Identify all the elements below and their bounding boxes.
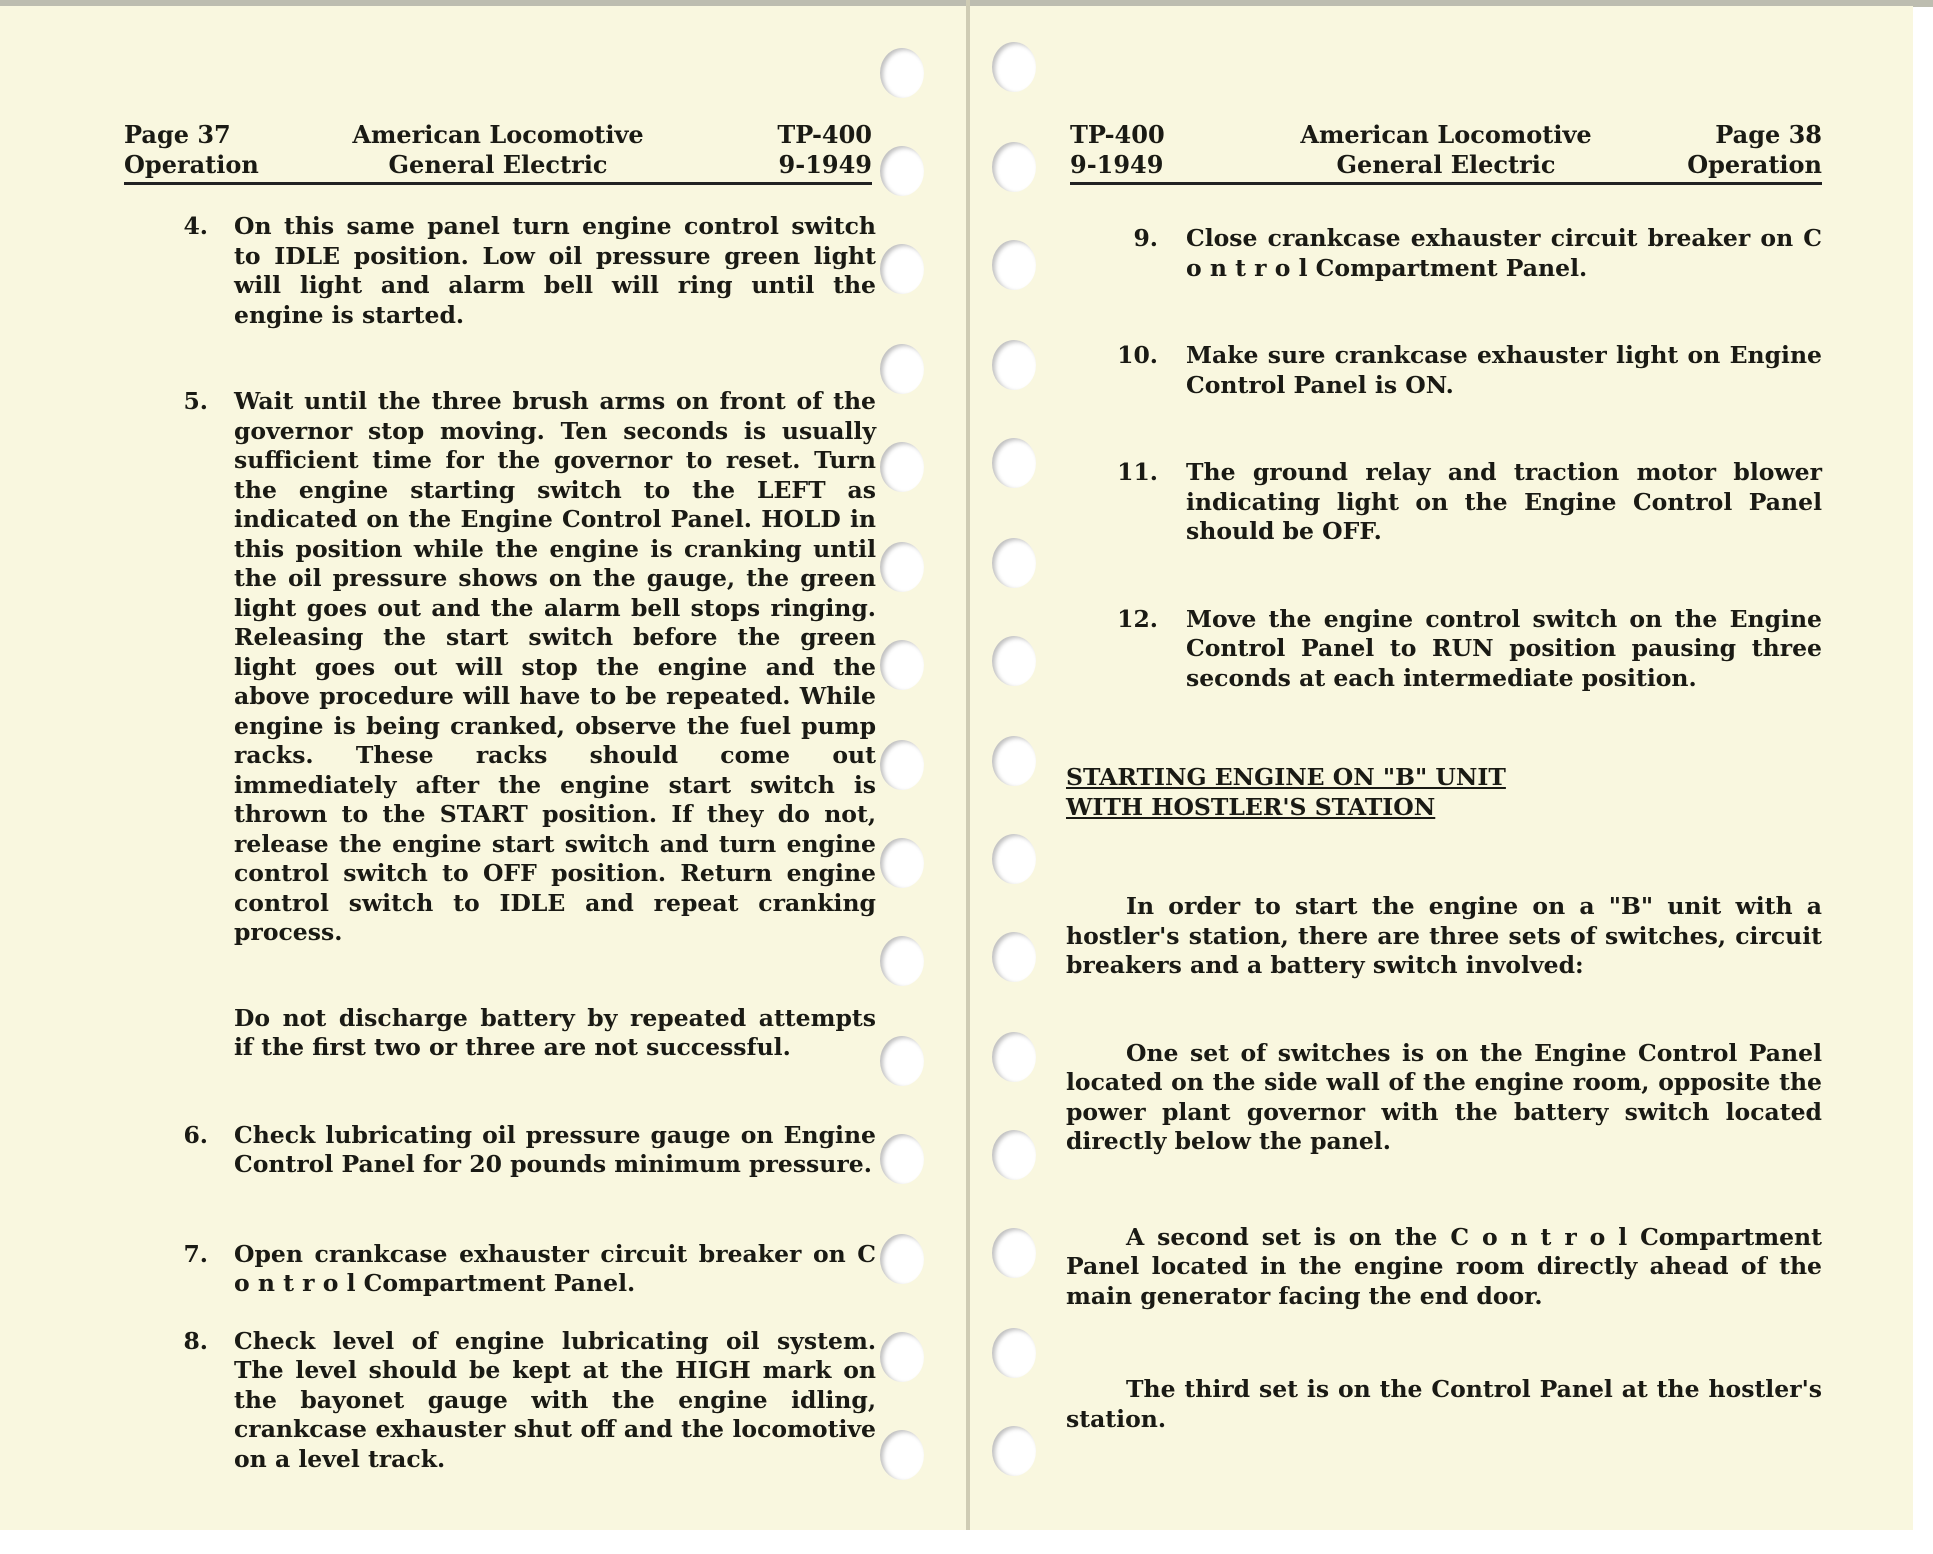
binder-hole xyxy=(992,1328,1036,1378)
left-page-header xyxy=(124,120,872,185)
section-name: Operation xyxy=(1687,150,1822,179)
item-text: Do not discharge battery by repeated attempts if the first two or three are not successful. xyxy=(234,1003,876,1061)
left-header-center xyxy=(352,120,643,180)
binder-hole xyxy=(992,42,1036,92)
binder-hole xyxy=(992,636,1036,686)
binder-hole xyxy=(992,1130,1036,1180)
item-number: 12. xyxy=(1117,604,1158,633)
section-heading-line-1: STARTING ENGINE ON "B" UNIT xyxy=(1066,763,1506,791)
right-header-left xyxy=(1070,120,1165,180)
right-header-center xyxy=(1300,120,1591,180)
item-text: Make sure crankcase exhauster light on Engine Control Panel is ON. xyxy=(1186,341,1822,399)
company-name-2: General Electric xyxy=(388,150,608,179)
left-header-left xyxy=(124,120,259,180)
left-page xyxy=(0,6,968,1530)
binder-hole xyxy=(880,344,924,394)
item-text: Move the engine control switch on the Engine Control Panel to RUN position pausing three seconds at each intermediate position. xyxy=(1186,604,1822,692)
list-item xyxy=(124,1327,876,1475)
company-name-1: American Locomotive xyxy=(1300,120,1592,149)
body-paragraph: The third set is on the Control Panel at the hostler's station. xyxy=(1066,1375,1822,1433)
binder-hole xyxy=(880,244,924,294)
page-number: Page 38 xyxy=(1715,120,1822,149)
item-text: The ground relay and traction motor blower indicating light on the Engine Control Panel should be OFF. xyxy=(1186,458,1822,545)
company-name-2: General Electric xyxy=(1336,150,1556,179)
item-text: Wait until the three brush arms on front of the governor stop moving. Ten seconds is usually sufficient time for the governor to reset. Turn the engine starting switch to the LEFT as indicated on the Engine Control Panel. HOLD in this position while the engine is cranking until the oil pressure shows on the gauge, the green light goes out and the alarm bell stops ringing. Releasing the start switch before the green light goes out will stop the engine and the above procedure will have to be repeated. While engine is being cranked, observe the fuel pump racks. These racks should come out immediately after the engine start switch is thrown to the START position. If they do not, release the engine start switch and turn engine control switch to OFF position. Return engine control switch to IDLE and repeat cranking process. xyxy=(234,387,876,946)
binder-hole xyxy=(992,142,1036,192)
body-paragraph: In order to start the engine on a "B" unit with a hostler's station, there are three sets of switches, circuit breakers and a battery switch involved: xyxy=(1066,892,1822,979)
binder-hole xyxy=(880,146,924,196)
right-page xyxy=(970,6,1913,1530)
list-item xyxy=(1066,458,1822,547)
binder-hole xyxy=(992,932,1036,982)
list-item xyxy=(1066,605,1822,694)
page-number: Page 37 xyxy=(124,120,231,149)
binder-hole xyxy=(880,640,924,690)
company-name-1: American Locomotive xyxy=(352,120,644,149)
item-text: Close crankcase exhauster circuit breaker on C o n t r o l Compartment Panel. xyxy=(1186,224,1822,282)
body-paragraph: A second set is on the C o n t r o l Compartment Panel located in the engine room directly ahead of the main generator facing the end door. xyxy=(1066,1222,1822,1310)
list-item xyxy=(124,1121,876,1180)
list-item xyxy=(1066,224,1822,283)
item-number: 4. xyxy=(183,212,208,240)
binder-hole xyxy=(992,1426,1036,1476)
item-number: 7. xyxy=(183,1239,208,1268)
binder-hole xyxy=(880,1036,924,1086)
section-name: Operation xyxy=(124,150,259,179)
left-header-right xyxy=(777,120,872,180)
item-number: 10. xyxy=(1117,341,1158,369)
doc-date: 9-1949 xyxy=(1070,150,1164,179)
section-heading-line-2: WITH HOSTLER'S STATION xyxy=(1066,792,1436,821)
binder-hole xyxy=(992,1228,1036,1278)
section-heading xyxy=(1066,763,1822,822)
binder-hole xyxy=(880,542,924,592)
binder-hole xyxy=(880,1430,924,1480)
binder-hole xyxy=(992,340,1036,390)
binder-hole xyxy=(880,48,924,98)
binder-hole xyxy=(992,736,1036,786)
right-page-header xyxy=(1070,120,1822,185)
item-number: 11. xyxy=(1117,458,1158,486)
note-paragraph xyxy=(124,1004,876,1063)
doc-number: TP-400 xyxy=(1070,120,1165,149)
item-number: 6. xyxy=(183,1120,208,1149)
binder-hole xyxy=(992,1032,1036,1082)
item-text: On this same panel turn engine control switch to IDLE position. Low oil pressure green light will light and alarm bell will ring until the engine is started. xyxy=(234,212,876,329)
binder-hole xyxy=(880,1332,924,1382)
left-binding-holes xyxy=(880,6,940,1530)
item-text: Check lubricating oil pressure gauge on Engine Control Panel for 20 pounds minimum pressure. xyxy=(234,1120,876,1178)
item-text: Open crankcase exhauster circuit breaker on C o n t r o l Compartment Panel. xyxy=(234,1239,876,1297)
binder-hole xyxy=(992,538,1036,588)
binder-hole xyxy=(880,838,924,888)
binder-hole xyxy=(992,240,1036,290)
item-text: Check level of engine lubricating oil system. The level should be kept at the HIGH mark on the bayonet gauge with the engine idling, crankcase exhauster shut off and the locomotive on a level track. xyxy=(234,1326,876,1473)
list-item xyxy=(124,212,876,330)
doc-date: 9-1949 xyxy=(778,150,872,179)
left-page-body xyxy=(124,212,876,1474)
right-page-body xyxy=(1066,224,1822,1434)
binder-hole xyxy=(880,442,924,492)
list-item xyxy=(1066,341,1822,400)
body-paragraph: One set of switches is on the Engine Control Panel located on the side wall of the engine room, opposite the power plant governor with the battery switch located directly below the panel. xyxy=(1066,1038,1822,1155)
doc-number: TP-400 xyxy=(777,120,872,149)
list-item xyxy=(124,1240,876,1299)
binder-hole xyxy=(880,1134,924,1184)
right-binding-holes xyxy=(992,6,1052,1530)
binder-hole xyxy=(880,1234,924,1284)
binder-hole xyxy=(880,936,924,986)
item-number: 5. xyxy=(183,387,208,415)
right-header-right xyxy=(1687,120,1822,180)
binder-hole xyxy=(880,740,924,790)
item-number: 8. xyxy=(183,1326,208,1355)
item-number: 9. xyxy=(1133,224,1158,252)
binder-hole xyxy=(992,438,1036,488)
binder-hole xyxy=(992,834,1036,884)
list-item xyxy=(124,387,876,948)
